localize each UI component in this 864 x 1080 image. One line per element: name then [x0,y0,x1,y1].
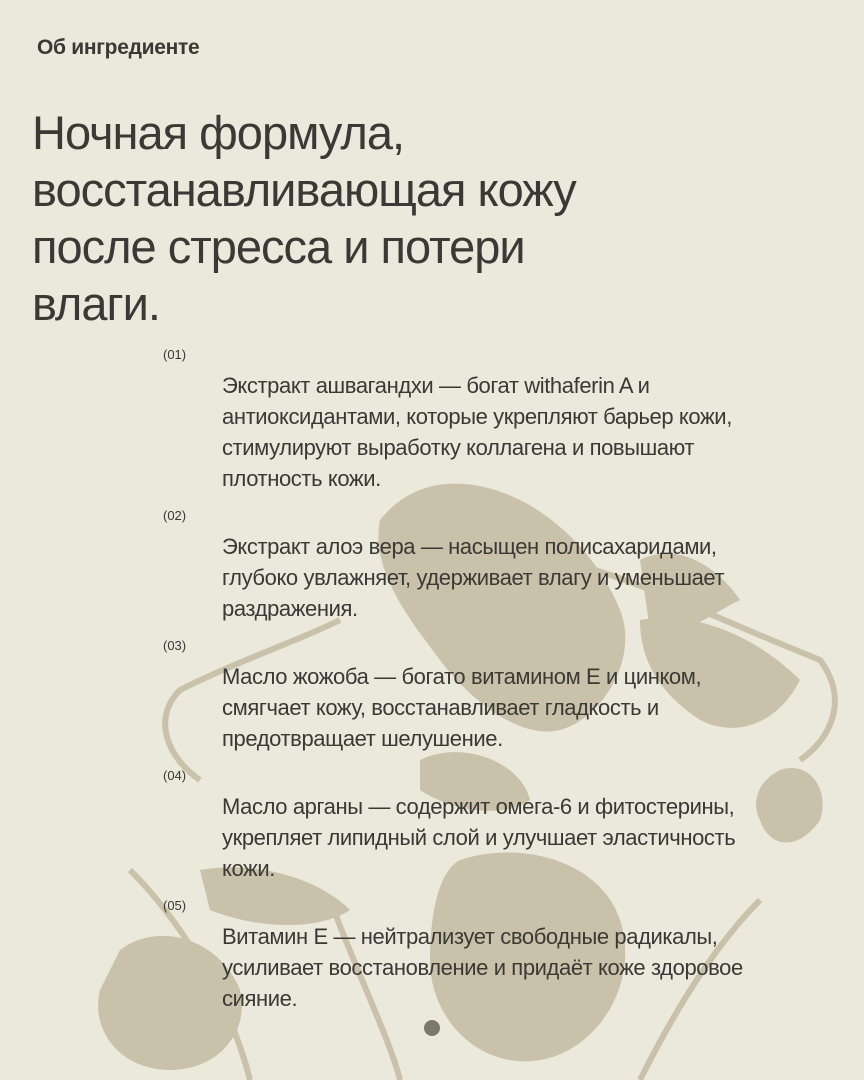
item-text: Витамин Е — нейтрализует свободные радикалы, усиливает восстановление и придаёт коже здоровое сияние. [222,924,743,1011]
item-number: (02) [163,508,187,523]
item-text: Масло арганы — содержит омега-6 и фитостерины, укрепляет липидный слой и улучшает эластичность кожи. [222,794,736,881]
item-number: (04) [163,768,187,783]
item-number: (01) [163,347,187,362]
list-item [163,508,783,624]
list-item [163,898,783,1014]
list-item [163,768,783,884]
page-indicator-dot [424,1020,440,1036]
page-title: Ночная формула, восстанавливающая кожу после стресса и потери влаги. [32,106,576,330]
item-number: (03) [163,638,187,653]
item-text: Масло жожоба — богато витамином Е и цинком, смягчает кожу, восстанавливает гладкость и предотвращает шелушение. [222,664,702,751]
list-item [163,347,783,494]
item-number: (05) [163,898,187,913]
item-text: Экстракт ашвагандхи — богат withaferin A и антиоксидантами, которые укрепляют барьер кожи, стимулируют выработку коллагена и повышают плотность кожи. [222,373,732,491]
section-label: Об ингредиенте [37,36,200,59]
list-item [163,638,783,754]
item-text: Экстракт алоэ вера — насыщен полисахаридами, глубоко увлажняет, удерживает влагу и уменьшает раздражения. [222,534,725,621]
